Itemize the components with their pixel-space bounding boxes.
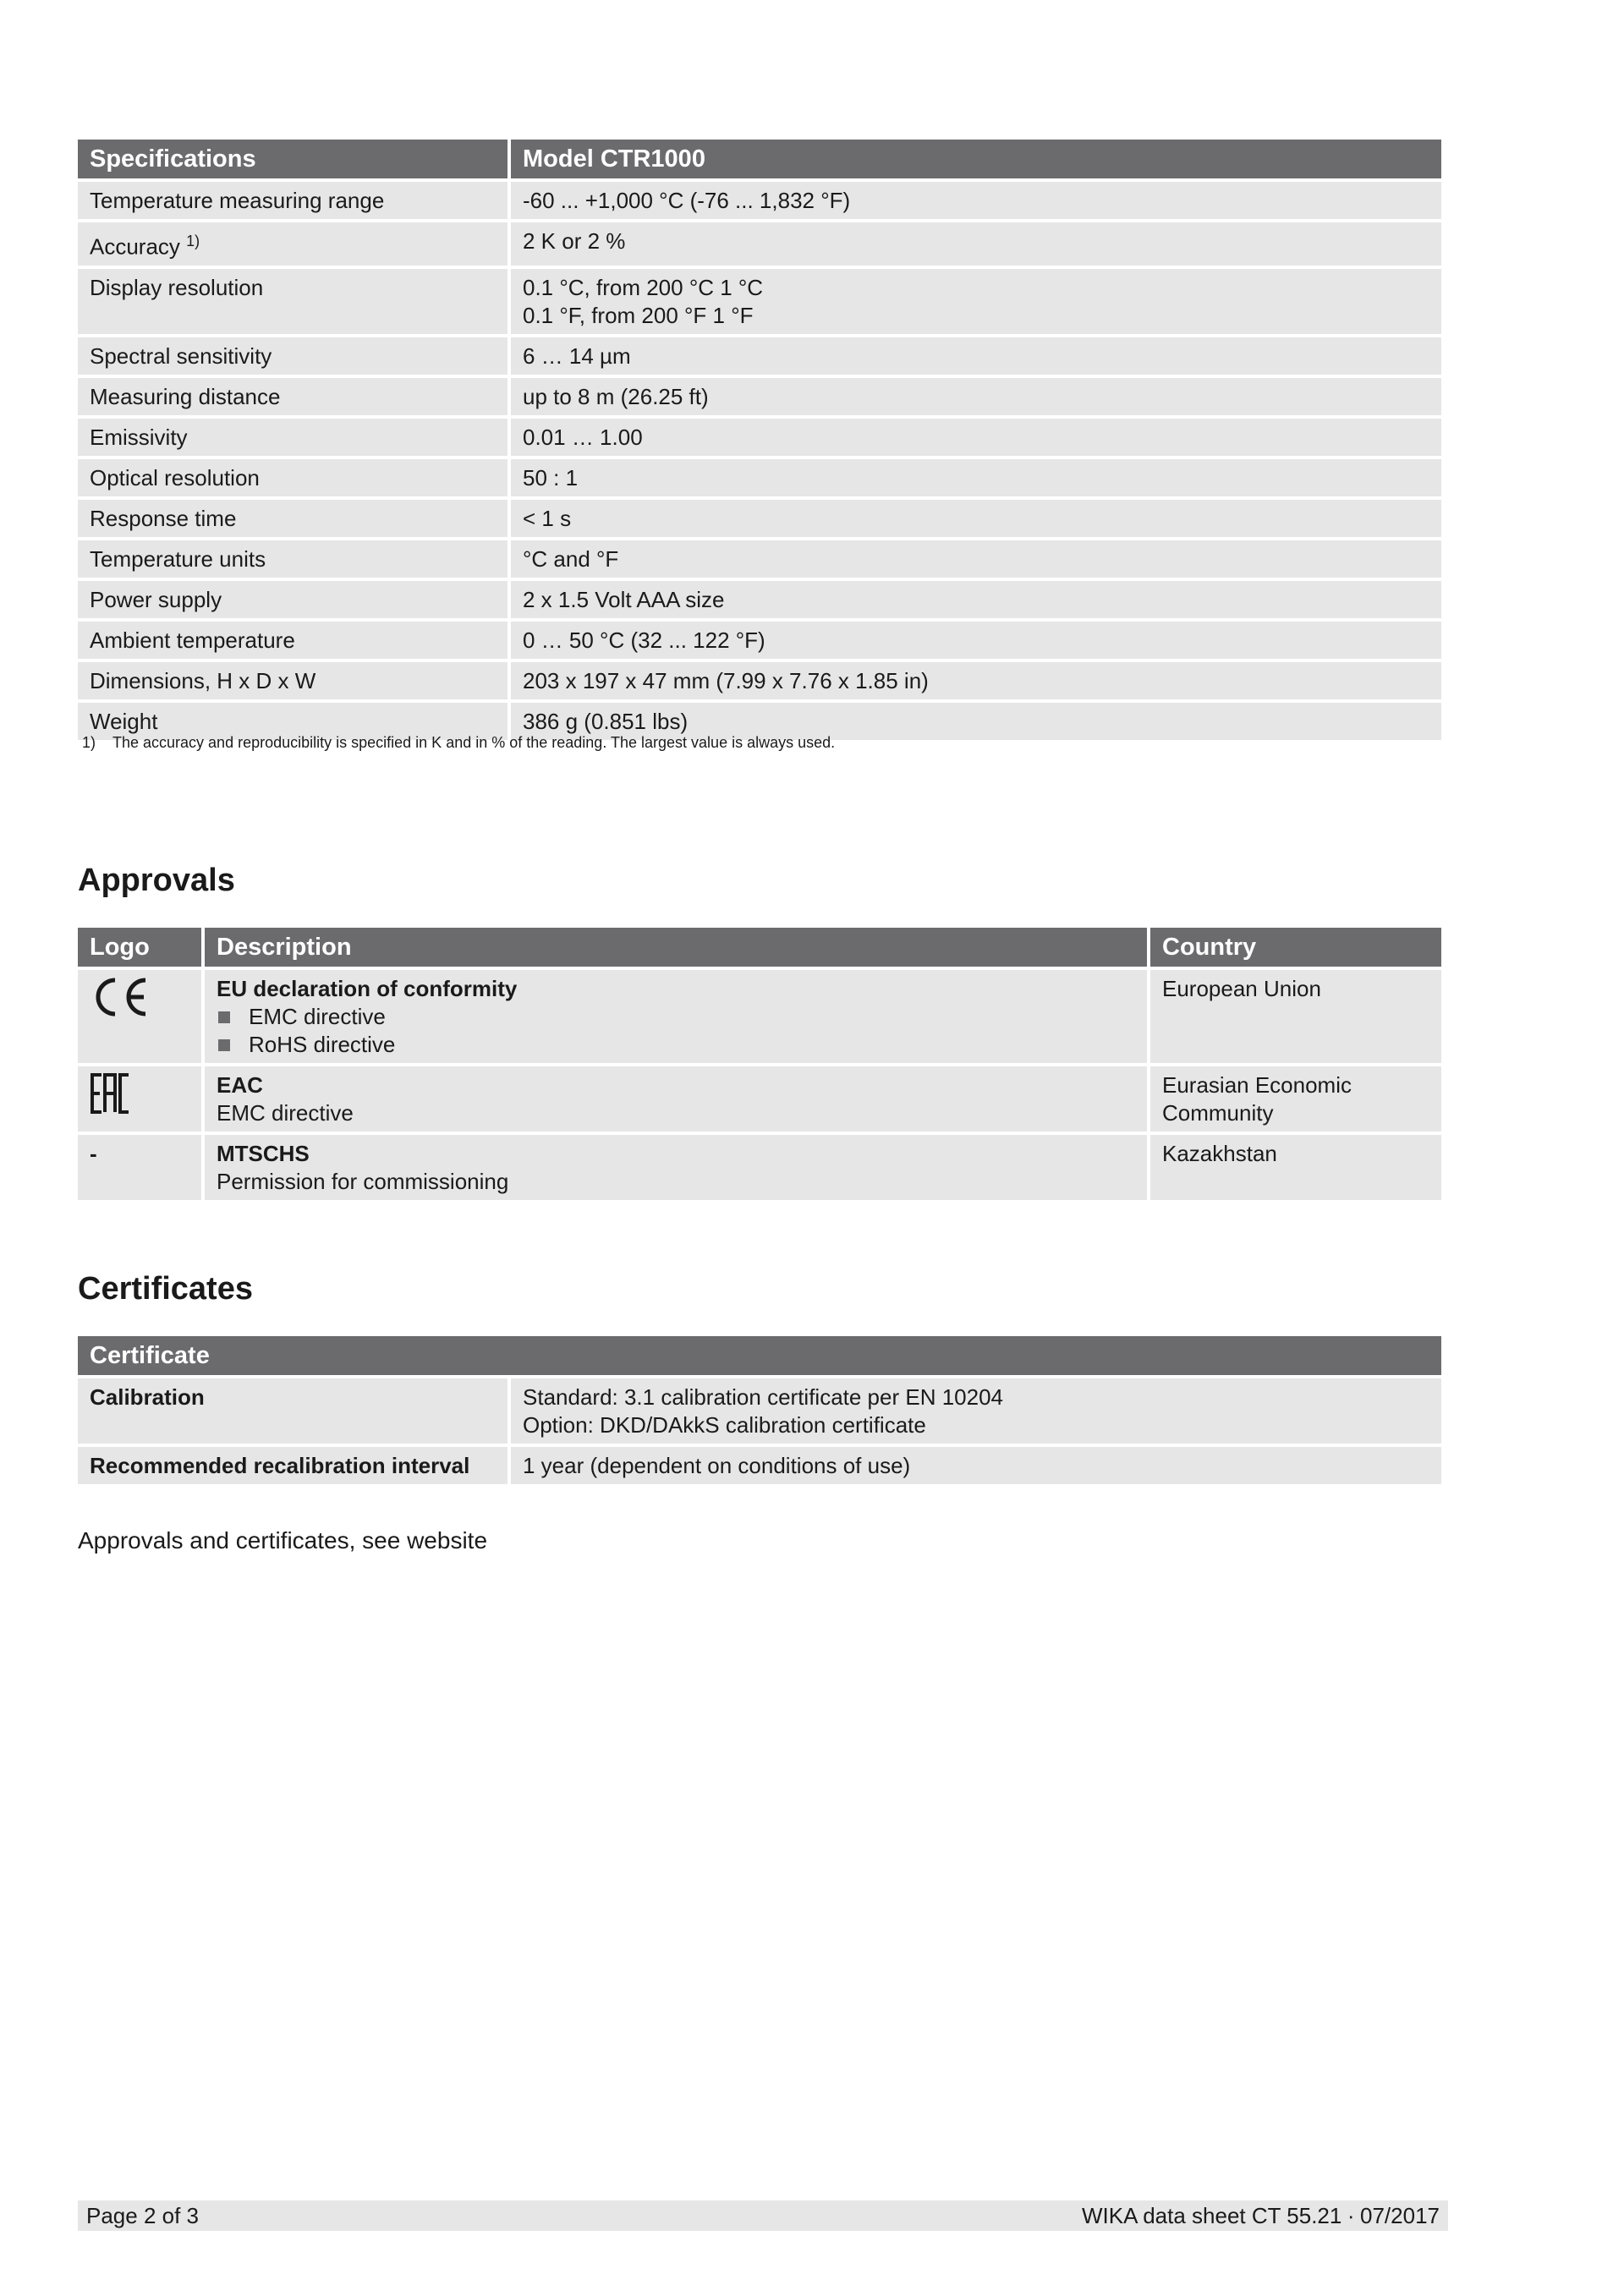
data-sheet-id: WIKA data sheet CT 55.21 ∙ 07/2017	[1081, 2203, 1440, 2228]
approval-country: Eurasian Economic Community	[1150, 1066, 1441, 1132]
certificates-header: Certificate	[78, 1336, 1441, 1375]
logo-cell	[78, 970, 201, 1063]
approval-title: EU declaration of conformity	[217, 976, 518, 1001]
spec-value: 0.1 °F, from 200 °F 1 °F	[523, 302, 754, 328]
spec-value: -60 ... +1,000 °C (-76 ... 1,832 °F)	[511, 182, 1441, 219]
closing-note: Approvals and certificates, see website	[78, 1527, 488, 1553]
spec-label: Display resolution	[78, 269, 508, 334]
certificates-heading: Certificates	[78, 1271, 253, 1307]
certificate-label: Calibration	[78, 1378, 508, 1444]
certificate-value: Option: DKD/DAkkS calibration certificate	[523, 1412, 926, 1438]
table-row	[78, 1447, 1441, 1484]
spec-value: 0.1 °C, from 200 °C 1 °C	[523, 274, 764, 300]
spec-label: Measuring distance	[78, 378, 508, 415]
certificate-value-cell	[511, 1378, 1441, 1444]
spec-header-row	[78, 140, 1441, 178]
spec-value: 2 x 1.5 Volt AAA size	[511, 581, 1441, 618]
certificates-table	[74, 1333, 1445, 1488]
eac-mark-icon	[90, 1071, 140, 1115]
specifications-table	[74, 136, 1445, 743]
spec-label: Temperature units	[78, 540, 508, 578]
approvals-heading: Approvals	[78, 863, 235, 898]
spec-label: Optical resolution	[78, 459, 508, 496]
table-row	[78, 581, 1441, 618]
certificate-label: Recommended recalibration interval	[78, 1447, 508, 1484]
spec-label: Temperature measuring range	[78, 182, 508, 219]
approval-text: EMC directive	[217, 1100, 354, 1126]
table-row	[78, 540, 1441, 578]
spec-label-cell	[78, 222, 508, 266]
approval-item: RoHS directive	[217, 1031, 1135, 1059]
description-cell	[205, 1135, 1147, 1200]
spec-value: 0 … 50 °C (32 ... 122 °F)	[511, 622, 1441, 659]
table-row	[78, 622, 1441, 659]
spec-value: < 1 s	[511, 500, 1441, 537]
certificate-value: 1 year (dependent on conditions of use)	[511, 1447, 1441, 1484]
certificates-header-row	[78, 1336, 1441, 1375]
table-row	[78, 419, 1441, 456]
table-row	[78, 1378, 1441, 1444]
logo-cell	[78, 1066, 201, 1132]
table-row	[78, 1066, 1441, 1132]
page-number: Page 2 of 3	[86, 2203, 199, 2228]
spec-value: 0.01 … 1.00	[511, 419, 1441, 456]
spec-value: 386 g (0.851 lbs)	[511, 703, 1441, 740]
spec-value: 2 K or 2 %	[511, 222, 1441, 266]
spec-value: 50 : 1	[511, 459, 1441, 496]
description-cell	[205, 970, 1147, 1063]
approvals-table	[74, 924, 1445, 1203]
footnote-text: The accuracy and reproducibility is specified in K and in % of the reading. The largest value is always used.	[112, 734, 836, 751]
approvals-header-row	[78, 928, 1441, 967]
spec-label: Accuracy	[90, 233, 180, 260]
approval-item: EMC directive	[217, 1003, 1135, 1031]
table-row	[78, 970, 1441, 1063]
ce-mark-icon	[90, 975, 149, 1019]
table-row	[78, 269, 1441, 334]
certificate-value: Standard: 3.1 calibration certificate per EN 10204	[523, 1384, 1004, 1410]
footnote-number: 1)	[82, 734, 96, 751]
approval-text: Permission for commissioning	[217, 1169, 509, 1194]
approval-title: MTSCHS	[217, 1141, 310, 1166]
approvals-header-country: Country	[1150, 928, 1441, 967]
spec-header-specifications: Specifications	[78, 140, 508, 178]
spec-value: 6 … 14 µm	[511, 337, 1441, 375]
spec-label: Power supply	[78, 581, 508, 618]
spec-value: °C and °F	[511, 540, 1441, 578]
spec-value: 203 x 197 x 47 mm (7.99 x 7.76 x 1.85 in)	[511, 662, 1441, 699]
table-row	[78, 337, 1441, 375]
approvals-header-logo: Logo	[78, 928, 201, 967]
spec-label: Emissivity	[78, 419, 508, 456]
spec-label: Response time	[78, 500, 508, 537]
table-row	[78, 378, 1441, 415]
logo-cell: -	[78, 1135, 201, 1200]
approvals-header-description: Description	[205, 928, 1147, 967]
table-row	[78, 459, 1441, 496]
approval-country: Kazakhstan	[1150, 1135, 1441, 1200]
table-row	[78, 182, 1441, 219]
spec-label: Spectral sensitivity	[78, 337, 508, 375]
table-row	[78, 222, 1441, 266]
spec-label: Dimensions, H x D x W	[78, 662, 508, 699]
table-row	[78, 1135, 1441, 1200]
spec-value-cell	[511, 269, 1441, 334]
footnote-reference: 1)	[186, 233, 200, 249]
spec-label: Weight	[78, 703, 508, 740]
description-cell	[205, 1066, 1147, 1132]
page-footer	[78, 2200, 1448, 2231]
approval-title: EAC	[217, 1072, 263, 1098]
footnote	[82, 734, 835, 752]
approval-country: European Union	[1150, 970, 1441, 1063]
table-row	[78, 662, 1441, 699]
spec-label: Ambient temperature	[78, 622, 508, 659]
spec-header-model: Model CTR1000	[511, 140, 1441, 178]
spec-value: up to 8 m (26.25 ft)	[511, 378, 1441, 415]
table-row	[78, 500, 1441, 537]
